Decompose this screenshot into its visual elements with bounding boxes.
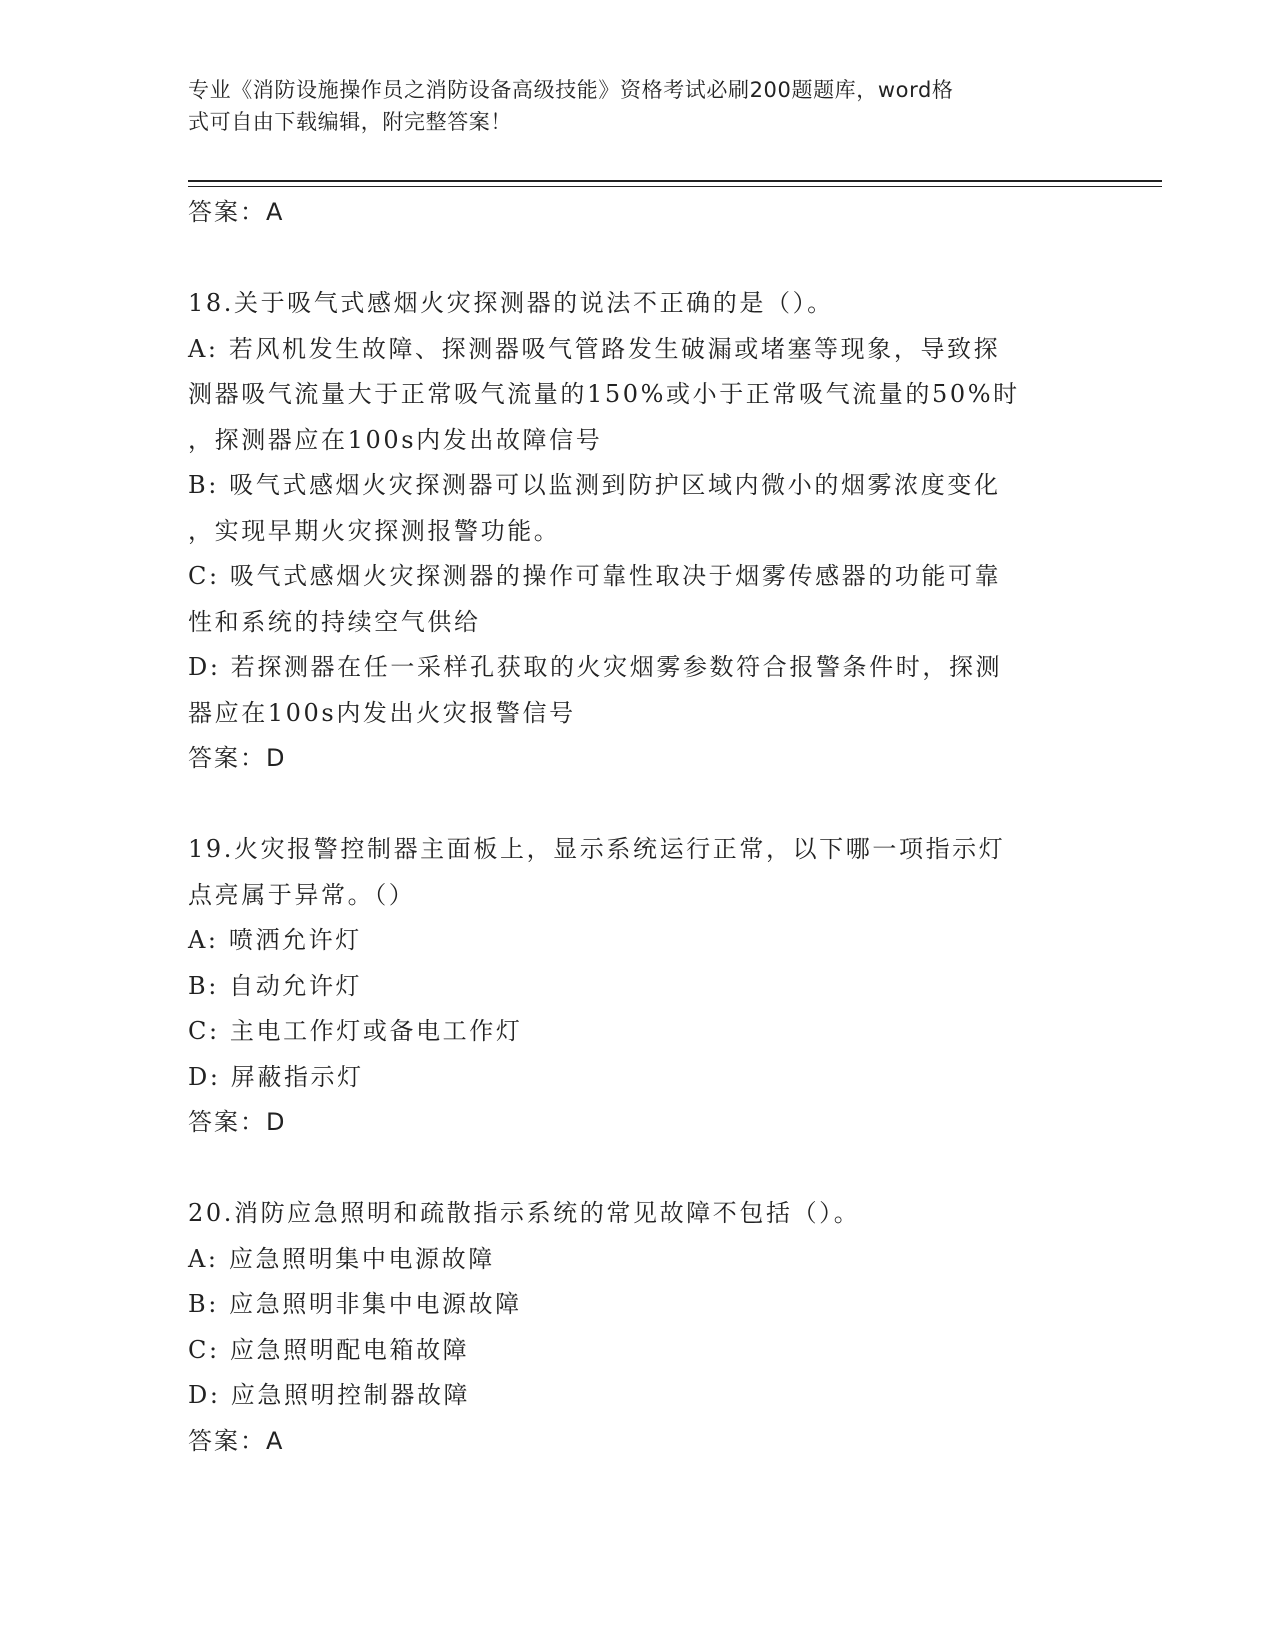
option-a: A: 若风机发生故障、探测器吸气管路发生破漏或堵塞等现象，导致探 [188, 334, 1001, 363]
question-stem: 18.关于吸气式感烟火灾探测器的说法不正确的是（）。 [188, 289, 834, 317]
question-18 [188, 281, 1078, 782]
option-d: D: 屏蔽指示灯 [188, 1062, 364, 1091]
option-a: A: 应急照明集中电源故障 [188, 1244, 495, 1273]
question-stem-cont: 点亮属于异常。（） [188, 880, 416, 909]
option-b-cont: ，实现早期火灾探测报警功能。 [188, 516, 561, 545]
option-b: B: 自动允许灯 [188, 971, 363, 1000]
question-19 [188, 827, 1078, 1146]
option-a-cont: 测器吸气流量大于正常吸气流量的150%或小于正常吸气流量的50%时 [188, 380, 1020, 408]
option-c-cont: 性和系统的持续空气供给 [188, 607, 481, 636]
answer-line: 答案：D [188, 744, 287, 772]
option-b: B: 吸气式感烟火灾探测器可以监测到防护区域内微小的烟雾浓度变化 [188, 471, 1001, 499]
option-a-cont: ，探测器应在100s内发出故障信号 [188, 425, 603, 454]
option-c: C: 吸气式感烟火灾探测器的操作可靠性取决于烟雾传感器的功能可靠 [188, 562, 1002, 590]
option-c: C: 主电工作灯或备电工作灯 [188, 1017, 523, 1045]
question-stem: 20.消防应急照明和疏散指示系统的常见故障不包括（）。 [188, 1199, 861, 1227]
option-b: B: 应急照明非集中电源故障 [188, 1290, 522, 1318]
option-d-cont: 器应在100s内发出火灾报警信号 [188, 698, 576, 727]
option-c: C: 应急照明配电箱故障 [188, 1335, 470, 1364]
question-stem: 19.火灾报警控制器主面板上，显示系统运行正常，以下哪一项指示灯 [188, 835, 1006, 863]
header-line-2: 式可自由下载编辑，附完整答案！ [188, 110, 512, 134]
option-d: D: 应急照明控制器故障 [188, 1381, 471, 1409]
answer-line: 答案：A [188, 1426, 285, 1455]
question-20 [188, 1191, 1078, 1464]
answer-line: 答案：A [188, 198, 285, 226]
document-header [188, 74, 1068, 138]
answer-line: 答案：D [188, 1108, 287, 1136]
option-d: D: 若探测器在任一采样孔获取的火灾烟雾参数符合报警条件时，探测 [188, 653, 1003, 681]
header-divider-thin [188, 186, 1162, 187]
header-line-1: 专业《消防设施操作员之消防设备高级技能》资格考试必刷200题题库，word格 [188, 78, 954, 102]
header-divider [188, 180, 1162, 182]
option-a: A: 喷洒允许灯 [188, 926, 362, 954]
document-body [188, 190, 1078, 1464]
